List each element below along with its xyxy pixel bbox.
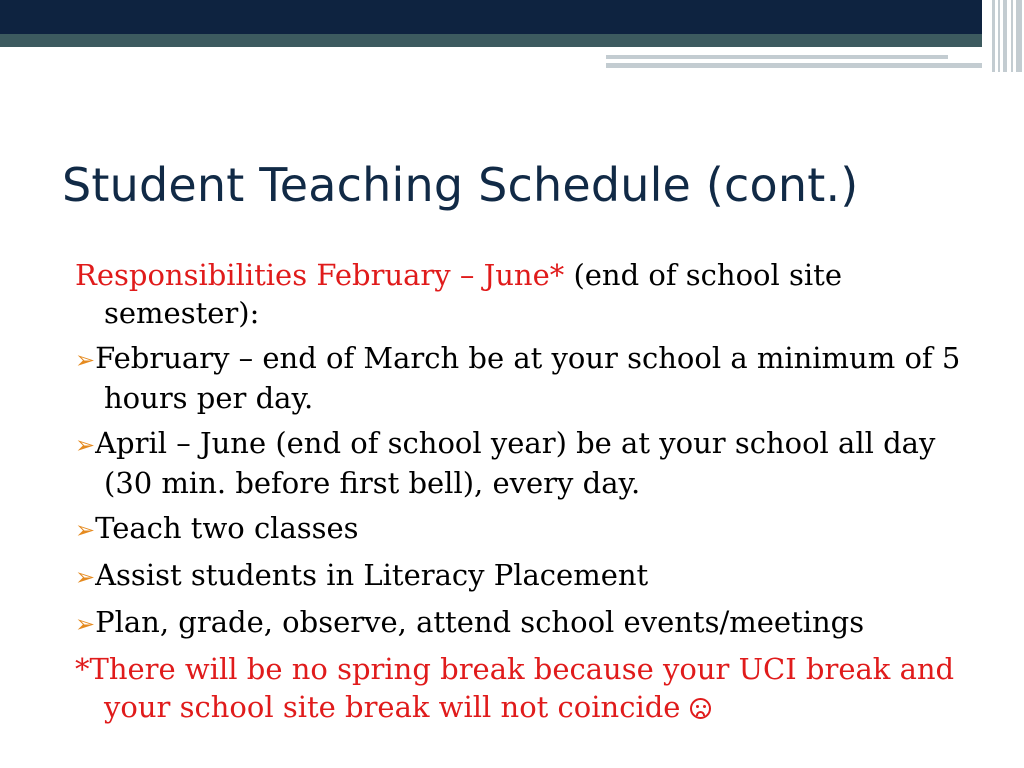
bullet-arrow-icon: ➢ bbox=[75, 563, 96, 591]
bullet-item bbox=[75, 556, 975, 596]
bullet-arrow-icon: ➢ bbox=[75, 346, 96, 374]
header-accent-line-2 bbox=[606, 63, 982, 68]
slide-title: Student Teaching Schedule (cont.) bbox=[62, 158, 859, 212]
header-bar-band bbox=[0, 34, 982, 47]
bullet-text: February – end of March be at your school a minimum of 5 hours per day. bbox=[95, 341, 961, 415]
bullet-arrow-icon: ➢ bbox=[75, 431, 96, 459]
intro-rest: (end of school site semester): bbox=[104, 258, 842, 330]
bullet-item bbox=[75, 424, 975, 502]
footnote-text: *There will be no spring break because your UCI break and your school site break will not coincide bbox=[75, 652, 955, 724]
header-bar-dark bbox=[0, 0, 982, 34]
bullet-item bbox=[75, 509, 975, 549]
bullet-item bbox=[75, 339, 975, 417]
bullet-item bbox=[75, 603, 975, 643]
header-accent-line-1 bbox=[606, 55, 948, 59]
intro-paragraph bbox=[75, 256, 975, 332]
bullet-text: Assist students in Literacy Placement bbox=[95, 558, 649, 592]
intro-highlight: Responsibilities February – June* bbox=[75, 258, 565, 292]
bullet-text: April – June (end of school year) be at your school all day (30 min. before first bell), every day. bbox=[95, 426, 936, 500]
bullet-arrow-icon: ➢ bbox=[75, 610, 96, 638]
header-right-stripes bbox=[982, 0, 1024, 72]
bullet-arrow-icon: ➢ bbox=[75, 516, 96, 544]
footnote bbox=[75, 650, 975, 726]
bullet-text: Teach two classes bbox=[95, 511, 359, 545]
bullet-text: Plan, grade, observe, attend school events/meetings bbox=[95, 605, 865, 639]
slide-body bbox=[75, 256, 975, 733]
frown-face-icon bbox=[690, 698, 711, 719]
